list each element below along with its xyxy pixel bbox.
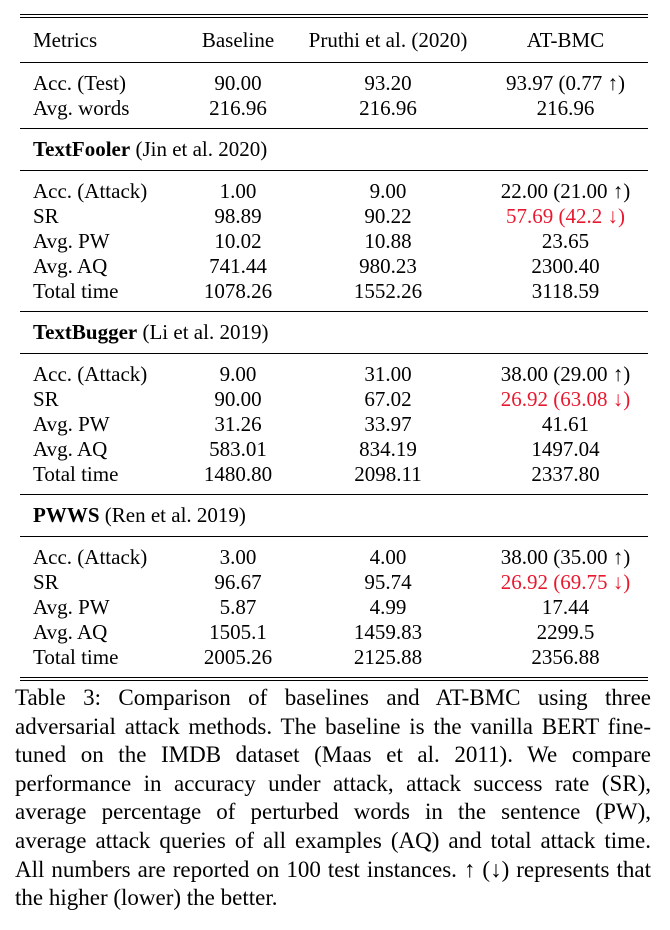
table-row [20,63,648,97]
table-row [20,620,648,645]
cell-pruthi: 1459.83 [353,620,423,644]
cell-pruthi: 2125.88 [293,645,483,679]
cell-pruthi: 834.19 [359,437,417,461]
cell-metric: Acc. (Attack) [20,171,183,205]
cell-at-bmc: 93.97 (0.77 ↑) [483,63,648,97]
cell-at-bmc: 26.92 (63.08 ↓) [500,387,631,411]
header-baseline: Baseline [183,16,293,63]
cell-pruthi: 4.99 [369,595,407,619]
table-row [20,437,648,462]
cell-at-bmc: 1497.04 [531,437,600,461]
section-title [20,312,648,354]
cell-pruthi: 67.02 [364,387,412,411]
cell-metric: Avg. words [33,96,130,120]
attack-method-citation: (Li et al. 2019) [142,320,269,344]
cell-at-bmc: 26.92 (69.75 ↓) [500,570,631,594]
cell-baseline: 1078.26 [203,279,273,303]
cell-metric: Avg. PW [33,412,110,436]
cell-baseline: 1505.1 [209,620,267,644]
cell-at-bmc: 3118.59 [531,279,600,303]
table-row [20,96,648,129]
cell-baseline: 9.00 [183,354,293,388]
cell-baseline: 96.67 [214,570,262,594]
cell-pruthi: 33.97 [364,412,412,436]
cell-metric: Avg. AQ [33,620,108,644]
table-caption [15,684,651,913]
header-metrics: Metrics [20,16,183,63]
cell-metric: Acc. (Test) [20,63,183,97]
table-row [20,537,648,571]
table-row [20,229,648,254]
cell-metric: Total time [20,645,183,679]
section-title [20,129,648,171]
table-row [20,387,648,412]
cell-at-bmc: 38.00 (29.00 ↑) [483,354,648,388]
cell-metric: Avg. PW [33,229,110,253]
cell-pruthi: 1552.26 [353,279,423,303]
cell-pruthi: 216.96 [359,96,417,120]
table-header-row [20,16,648,63]
cell-baseline: 3.00 [183,537,293,571]
cell-at-bmc: 22.00 (21.00 ↑) [483,171,648,205]
cell-pruthi: 95.74 [364,570,412,594]
header-at-bmc: AT-BMC [483,16,648,63]
results-table-container [20,14,648,681]
cell-at-bmc: 2299.5 [536,620,595,644]
cell-at-bmc: 216.96 [536,96,595,120]
cell-baseline: 5.87 [219,595,257,619]
cell-baseline: 90.00 [183,63,293,97]
table-row [20,570,648,595]
cell-at-bmc: 23.65 [541,229,590,253]
attack-method-name: TextBugger [33,320,138,344]
section-header-row [20,129,648,171]
section-header-row [20,312,648,354]
cell-baseline: 1.00 [183,171,293,205]
cell-metric: Acc. (Attack) [20,537,183,571]
cell-metric: SR [33,204,59,228]
cell-metric: Total time [33,462,119,486]
cell-baseline: 90.00 [214,387,262,411]
table-row [20,254,648,279]
attack-method-name: PWWS [33,503,100,527]
cell-at-bmc: 17.44 [541,595,590,619]
table-row [20,171,648,205]
table-row [20,279,648,312]
attack-method-citation: (Jin et al. 2020) [135,137,268,161]
cell-baseline: 741.44 [209,254,267,278]
cell-pruthi: 31.00 [293,354,483,388]
cell-metric: SR [33,387,59,411]
cell-pruthi: 93.20 [293,63,483,97]
cell-pruthi: 9.00 [293,171,483,205]
cell-baseline: 216.96 [209,96,267,120]
section-title [20,495,648,537]
attack-method-name: TextFooler [33,137,131,161]
cell-at-bmc: 41.61 [541,412,590,436]
cell-pruthi: 980.23 [359,254,417,278]
cell-baseline: 1480.80 [203,462,273,486]
cell-at-bmc: 38.00 (35.00 ↑) [483,537,648,571]
table-row [20,204,648,229]
cell-pruthi: 2098.11 [354,462,422,486]
cell-pruthi: 10.88 [364,229,412,253]
cell-baseline: 583.01 [209,437,267,461]
cell-baseline: 2005.26 [183,645,293,679]
cell-pruthi: 90.22 [364,204,412,228]
cell-at-bmc: 2356.88 [483,645,648,679]
cell-metric: Total time [33,279,119,303]
cell-at-bmc: 57.69 (42.2 ↓) [506,204,625,228]
cell-at-bmc: 2300.40 [531,254,600,278]
cell-at-bmc: 2337.80 [531,462,600,486]
cell-baseline: 31.26 [214,412,262,436]
attack-method-citation: (Ren et al. 2019) [104,503,246,527]
cell-baseline: 98.89 [214,204,262,228]
caption-text: Table 3: Comparison of baselines and AT-BMC using three adversarial attack methods. The baseline is the vanilla BERT fine-tuned on the IMDB dataset (Maas et al. 2011). We compare performance in accuracy under attack, attack success rate (SR), average percentage of perturbed words in the sentence (PW), average attack queries of all examples (AQ) and total attack time. All numbers are reported on 100 test instances. ↑ (↓) represents that the higher (lower) the better. [15,685,651,911]
table-row [20,412,648,437]
results-table [20,14,648,681]
header-pruthi: Pruthi et al. (2020) [293,16,483,63]
cell-baseline: 10.02 [214,229,262,253]
cell-metric: SR [33,570,59,594]
cell-metric: Avg. PW [33,595,110,619]
cell-metric: Acc. (Attack) [20,354,183,388]
cell-pruthi: 4.00 [293,537,483,571]
cell-metric: Avg. AQ [33,437,108,461]
section-header-row [20,495,648,537]
table-row [20,462,648,495]
table-row [20,354,648,388]
cell-metric: Avg. AQ [33,254,108,278]
table-row [20,645,648,679]
table-row [20,595,648,620]
